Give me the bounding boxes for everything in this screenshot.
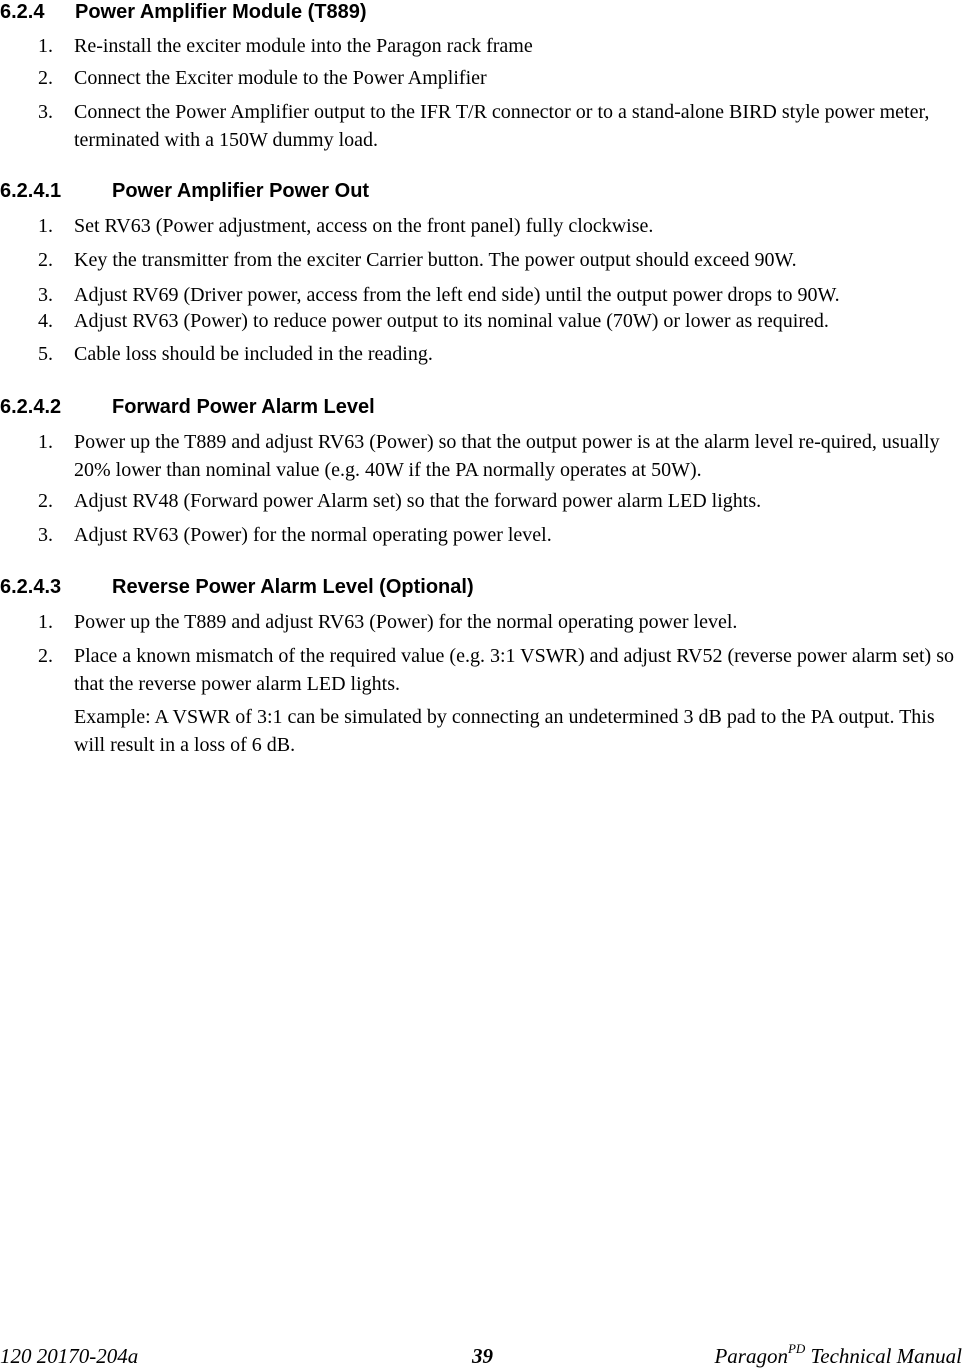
list-item bbox=[38, 487, 966, 515]
item-number: 1. bbox=[38, 215, 53, 237]
example-note: Example: A VSWR of 3:1 can be simulated by connecting an undetermined 3 dB pad to the PA output. This will result in a loss of 6 dB. bbox=[74, 706, 935, 756]
item-text: Key the transmitter from the exciter Carrier button. The power output should exceed 90W. bbox=[74, 249, 797, 271]
section-number: 6.2.4.3 bbox=[0, 576, 62, 598]
item-number: 3. bbox=[38, 284, 53, 306]
section-number: 6.2.4 bbox=[0, 1, 45, 23]
list-item bbox=[38, 608, 966, 636]
item-text: Set RV63 (Power adjustment, access on the front panel) fully clockwise. bbox=[74, 215, 654, 237]
item-number: 4. bbox=[38, 310, 53, 332]
section-number: 6.2.4.1 bbox=[0, 180, 62, 202]
list-item bbox=[38, 246, 966, 274]
list-item bbox=[38, 521, 966, 549]
item-number: 2. bbox=[38, 67, 53, 89]
manual-title bbox=[714, 1343, 962, 1369]
page-footer bbox=[0, 1343, 966, 1369]
section-number: 6.2.4.2 bbox=[0, 396, 62, 418]
item-number: 2. bbox=[38, 645, 53, 667]
section-heading bbox=[0, 395, 375, 419]
section-heading bbox=[0, 179, 369, 203]
page-number: 39 bbox=[472, 1344, 493, 1368]
item-number: 2. bbox=[38, 249, 53, 271]
item-text: Connect the Power Amplifier output to the IFR T/R connector or to a stand-alone BIRD style power meter, terminated with a 150W dummy load. bbox=[74, 101, 930, 151]
item-number: 3. bbox=[38, 524, 53, 546]
item-text: Power up the T889 and adjust RV63 (Power) for the normal operating power level. bbox=[74, 611, 738, 633]
list-item bbox=[38, 340, 966, 368]
item-number: 2. bbox=[38, 490, 53, 512]
item-text: Place a known mismatch of the required value (e.g. 3:1 VSWR) and adjust RV52 (reverse power alarm set) so that the reverse power alarm LED lights. bbox=[74, 645, 954, 695]
item-number: 3. bbox=[38, 101, 53, 123]
item-number: 1. bbox=[38, 431, 53, 453]
list-item bbox=[38, 642, 966, 698]
list-item bbox=[38, 428, 966, 484]
item-text: Adjust RV69 (Driver power, access from the left end side) until the output power drops to 90W. bbox=[74, 284, 840, 306]
section-heading bbox=[0, 0, 367, 24]
item-text: Adjust RV63 (Power) to reduce power output to its nominal value (70W) or lower as required. bbox=[74, 310, 829, 332]
item-text: Power up the T889 and adjust RV63 (Power) so that the output power is at the alarm level re-quired, usually 20% lower than nominal value (e.g. 40W if the PA normally operates at 50W). bbox=[74, 431, 940, 481]
item-text: Cable loss should be included in the reading. bbox=[74, 343, 433, 365]
list-item bbox=[38, 64, 966, 92]
list-item bbox=[38, 32, 966, 60]
item-number: 1. bbox=[38, 611, 53, 633]
manual-suffix: Technical Manual bbox=[805, 1344, 962, 1368]
list-item bbox=[38, 212, 966, 240]
section-heading bbox=[0, 575, 474, 599]
list-item bbox=[38, 281, 966, 309]
section-title: Reverse Power Alarm Level (Optional) bbox=[112, 576, 474, 598]
manual-name: Paragon bbox=[714, 1344, 788, 1368]
item-text: Adjust RV48 (Forward power Alarm set) so that the forward power alarm LED lights. bbox=[74, 490, 762, 512]
manual-superscript: PD bbox=[787, 1341, 806, 1356]
item-text: Adjust RV63 (Power) for the normal operating power level. bbox=[74, 524, 552, 546]
list-item bbox=[38, 98, 966, 154]
item-number: 5. bbox=[38, 343, 53, 365]
item-text: Re-install the exciter module into the Paragon rack frame bbox=[74, 35, 533, 57]
item-number: 1. bbox=[38, 35, 53, 57]
list-item bbox=[38, 307, 966, 335]
document-number: 120 20170-204a bbox=[0, 1344, 139, 1368]
section-title: Forward Power Alarm Level bbox=[112, 396, 375, 418]
section-title: Power Amplifier Power Out bbox=[112, 180, 370, 202]
item-text: Connect the Exciter module to the Power Amplifier bbox=[74, 67, 487, 89]
section-title: Power Amplifier Module (T889) bbox=[75, 1, 367, 23]
